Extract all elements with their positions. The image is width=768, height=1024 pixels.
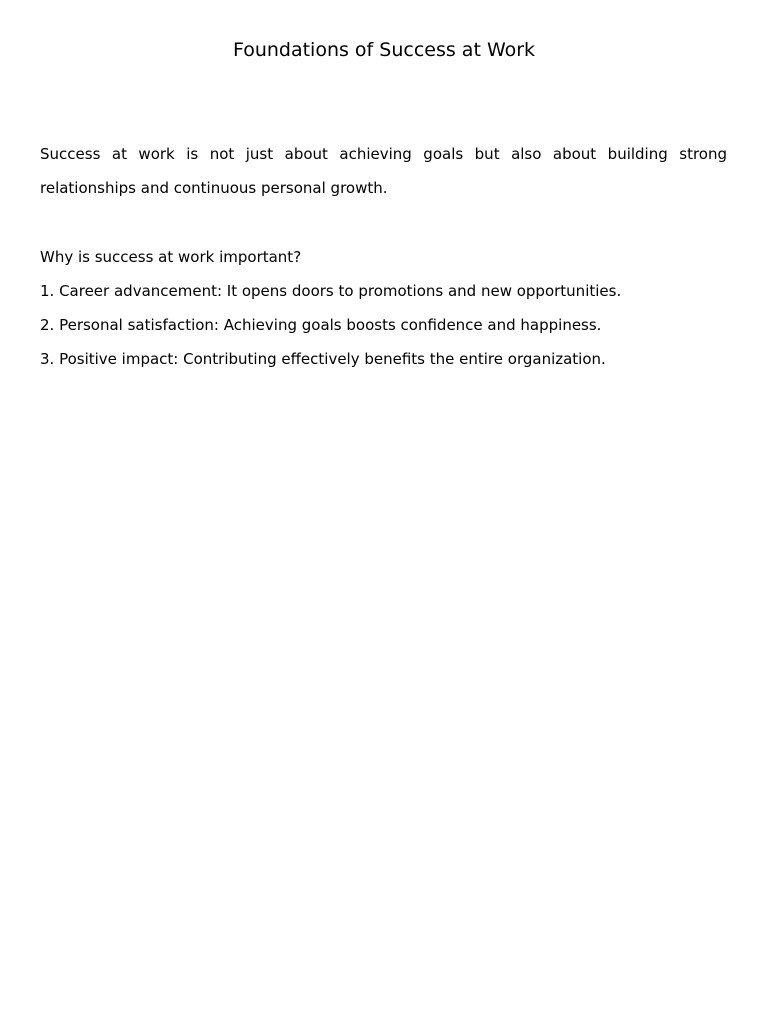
importance-section bbox=[40, 240, 740, 376]
intro-paragraph: Success at work is not just about achieving goals but also about building strong relationships and continuous personal growth. bbox=[40, 145, 727, 197]
list-item: 2. Personal satisfaction: Achieving goals boosts confidence and happiness. bbox=[40, 316, 602, 334]
list-item: 3. Positive impact: Contributing effectively benefits the entire organization. bbox=[40, 350, 606, 368]
list-item: 1. Career advancement: It opens doors to promotions and new opportunities. bbox=[40, 282, 622, 300]
section-question: Why is success at work important? bbox=[40, 248, 302, 266]
document-title: Foundations of Success at Work bbox=[232, 39, 536, 61]
